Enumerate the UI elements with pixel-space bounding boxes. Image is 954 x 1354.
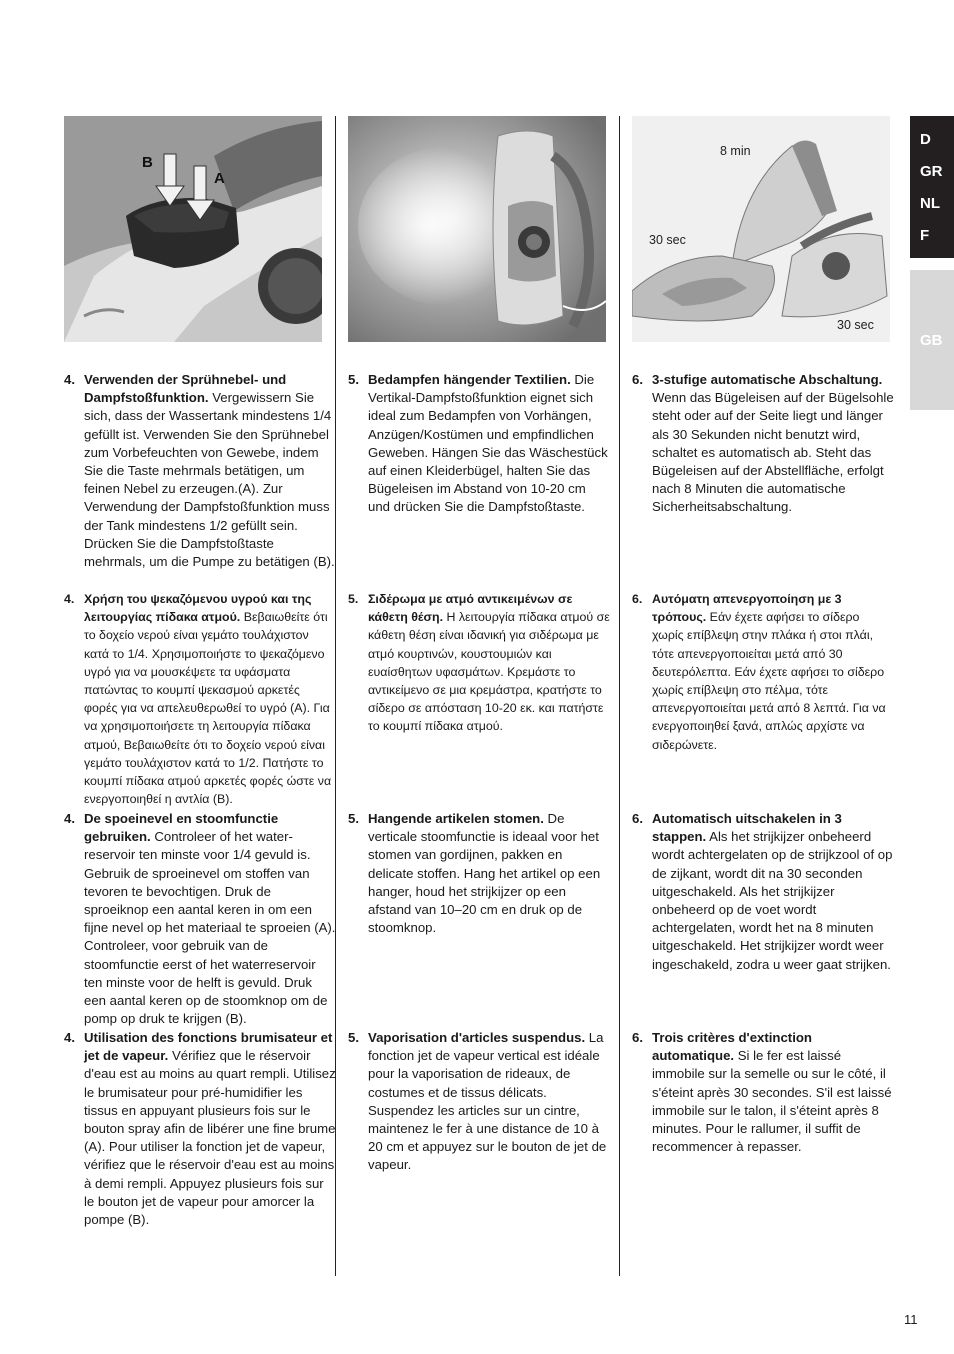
col1-item-nl [64, 810, 336, 1028]
language-tab-f: F [920, 227, 930, 244]
iron-buttons-illustration [64, 116, 322, 342]
item-title: Trois critères d'extinction automatique. [652, 1030, 812, 1064]
label-30-sec-left: 30 sec [649, 233, 686, 247]
language-tab-current-panel [910, 270, 954, 410]
auto-shutoff-illustration [632, 116, 890, 342]
item-title: Αυτόματη απενεργοποίηση με 3 τρόπους. [652, 592, 842, 625]
col2-item-nl [348, 810, 610, 937]
item-body: Vérifiez que le réservoir d'eau est au moins au quart rempli. Utilisez le brumisateur pour pré-humidifier les tissus en appuyant plusieurs fois sur le bouton spray afin de libérer une fine brume (A). Pour utiliser la fonction jet de vapeur, vérifiez que le réservoir d'eau est au moins à demi rempli. Appuyez plusieurs fois sur le bouton jet de vapeur pour amorcer la pompe (B). [84, 1048, 336, 1228]
language-tabs [910, 116, 954, 258]
page-number: 11 [904, 1312, 918, 1327]
label-8-min: 8 min [720, 144, 751, 158]
label-b: B [142, 154, 153, 171]
figure-buttons [64, 116, 322, 342]
item-body: La fonction jet de vapeur vertical est idéale pour la vaporisation de rideaux, de costumes et de tissus délicats. Suspendez les articles sur un cintre, maintenez le fer à une distance de 10 à 20 cm et appuyez sur le bouton de jet de vapeur. [368, 1030, 607, 1173]
item-body: Vergewissern Sie sich, dass der Wassertank mindestens 1/4 gefüllt ist. Verwenden Sie den Sprühnebel zum Vorbefeuchten von Gewebe, indem Sie die Taste mehrmals betätigen, um feinen Nebel zu erzeugen.(A). Zur Verwendung der Dampfstoßfunktion muss der Tank mindestens 1/2 gefüllt sein. Drücken Sie die Dampfstoßtaste mehrmals, um die Pumpe zu betätigen (B). [84, 390, 335, 570]
item-title: Bedampfen hängender Textilien. [368, 372, 571, 387]
item-body: Βεβαιωθείτε ότι το δοχείο νερού είναι γεμάτο τουλάχιστον κατά το 1/4. Χρησιμοποιήστε το ψεκαζόμενο υγρό για να μουσκέψετε τα υφάσματα πατώντας το κουμπί ψεκασμού αρκετές φορές για να απελευθερωθεί το υγρό (A). Για να χρησιμοποιήσετε τη λειτουργία πίδακα ατμού, Βεβαιωθείτε ότι το δοχείο νερού είναι γεμάτο τουλάχιστον κατά το 1/2. Πατήστε το κουμπί πίδακα ατμού αρκετές φορές ώστε να ενεργοποιηθεί η αντλία (B). [84, 610, 332, 807]
item-title: Hangende artikelen stomen. [368, 811, 544, 826]
language-tab-gb: GB [920, 332, 943, 349]
item-title: Verwenden der Sprühnebel- und Dampfstoßfunktion. [84, 372, 287, 406]
item-number: 6. [632, 1030, 643, 1045]
item-title: Vaporisation d'articles suspendus. [368, 1030, 586, 1045]
item-body: Εάν έχετε αφήσει το σίδερο χωρίς επίβλεψη στην πλάκα ή στοι πλάι, τότε απενεργοποιείται μετά από 30 δευτερόλεπτα. Εάν έχετε αφήσει το σίδερο χωρίς επίβλεψη στο πέλμα, τότε απενεργοποιείται μετά από 8 λεπτά. Για να ενεργοποιηθεί ξανά, απλώς αρχίστε να σιδερώνετε. [652, 610, 886, 752]
col3-item-d [632, 371, 894, 517]
item-title: Σιδέρωμα με ατμό αντικειμένων σε κάθετη θέση. [368, 592, 573, 625]
item-number: 6. [632, 811, 643, 826]
language-tab-d: D [920, 131, 931, 148]
language-tab-nl: NL [920, 195, 940, 212]
col2-item-d [348, 371, 610, 517]
column-divider-2 [619, 116, 620, 1276]
item-body: De verticale stoomfunctie is ideaal voor het stomen van gordijnen, pakken en delicate stoffen. Hang het artikel op een hanger, houd het strijkijzer op een afstand van 10–20 cm en druk op de stoomknop. [368, 811, 601, 936]
item-number: 5. [348, 372, 359, 387]
item-number: 4. [64, 1030, 75, 1045]
item-number: 5. [348, 592, 359, 606]
item-title: Automatisch uitschakelen in 3 stappen. [652, 811, 842, 845]
col1-item-f [64, 1029, 336, 1229]
vertical-steam-illustration [348, 116, 606, 342]
item-number: 4. [64, 372, 75, 387]
col2-item-gr [348, 590, 610, 736]
col1-item-gr [64, 590, 336, 808]
label-30-sec-right: 30 sec [837, 318, 874, 332]
item-body: Controleer of het water-reservoir ten minste voor 1/4 gevuld is. Gebruik de sproeinevel om stoffen van tevoren te bevochtigen. Druk de sproeiknop een aantal keren in om een fijne nevel op het materiaal te sproeien (A). Controleer, voor gebruik van de stoomfunctie eerst of het waterreservoir ten minste voor de helft is gevuld. Druk een aantal keren op de stoomknop om de pomp op druk te krijgen (B). [84, 829, 336, 1027]
item-title: Utilisation des fonctions brumisateur et jet de vapeur. [84, 1030, 333, 1064]
item-title: 3-stufige automatische Abschaltung. [652, 372, 883, 387]
item-number: 6. [632, 372, 643, 387]
item-title: Χρήση του ψεκαζόμενου υγρού και της λειτουργίας πίδακα ατμού. [84, 592, 312, 625]
item-body: Die Vertikal-Dampfstoßfunktion eignet sich ideal zum Bedampfen von Vorhängen, Anzügen/Kostümen und empfindlichen Geweben. Hängen Sie das Wäschestück auf einen Kleiderbügel, halten Sie das Bügeleisen im Abstand von 10-20 cm und drücken Sie die Dampfstoßtaste. [368, 372, 608, 515]
item-number: 5. [348, 811, 359, 826]
item-body: Wenn das Bügeleisen auf der Bügelsohle steht oder auf der Seite liegt und länger als 30 Sekunden nicht benutzt wird, schaltet es automatisch ab. Steht das Bügeleisen auf der Abstellfläche, erfolgt nach 8 Minuten die automatische Sicherheitsabschaltung. [652, 390, 894, 515]
label-a: A [214, 170, 225, 187]
item-number: 4. [64, 811, 75, 826]
col3-item-f [632, 1029, 894, 1156]
figure-vertical-steam [348, 116, 606, 342]
item-number: 5. [348, 1030, 359, 1045]
col2-item-f [348, 1029, 610, 1175]
item-body: Als het strijkijzer onbeheerd wordt achtergelaten op de strijkzool of op de zijkant, wordt dit na 30 seconden uitgeschakeld. Als het strijkijzer onbeheerd op de voet wordt achtergelaten, wordt het na 8 minuten uitgeschakeld. Het strijkijzer wordt weer ingeschakeld, zodra u weer gaat strijken. [652, 829, 893, 972]
item-body: Η λειτουργία πίδακα ατμού σε κάθετη θέση είναι ιδανική για σιδέρωμα με ατμό κουρτινών, κουστουμιών και ευαίσθητων υφασμάτων. Κρεμάστε το αντικείμενο σε μια κρεμάστρα, κρατήστε το σίδερο σε απόσταση 10-20 εκ. και πατήστε το κουμπί πίδακα ατμού. [368, 610, 610, 734]
col3-item-nl [632, 810, 894, 974]
language-tab-gr: GR [920, 163, 943, 180]
col3-item-gr [632, 590, 894, 754]
col1-item-d [64, 371, 336, 571]
item-number: 6. [632, 592, 643, 606]
figure-auto-shutoff [632, 116, 890, 342]
item-title: De spoeinevel en stoomfunctie gebruiken. [84, 811, 279, 845]
item-number: 4. [64, 592, 75, 606]
item-body: Si le fer est laissé immobile sur la semelle ou sur le côté, il s'éteint après 30 secondes. S'il est laissé immobile sur le talon, il s'éteint après 8 minutes. Pour le rallumer, il suffit de recommencer à repasser. [652, 1048, 892, 1155]
